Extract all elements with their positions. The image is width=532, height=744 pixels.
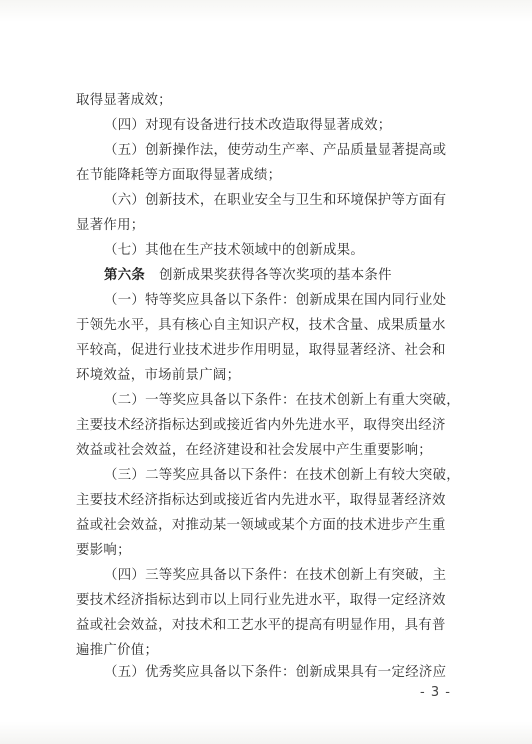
- text-line: 主要技术经济指标达到或接近省内先进水平，取得显著经济效: [76, 493, 446, 508]
- text-line: （五）创新操作法，使劳动生产率、产品质量显著提高或: [104, 143, 447, 158]
- text-line: 遍推广价值；: [76, 643, 159, 658]
- text-line: 主要技术经济指标达到或接近省内外先进水平，取得突出经济: [76, 418, 446, 433]
- text-line: （四）对现有设备进行技术改造取得显著成效；: [104, 118, 392, 133]
- article-heading-line: [104, 267, 392, 285]
- text-line: （七）其他在生产技术领域中的创新成果。: [104, 243, 365, 258]
- text-line: 益或社会效益，对推动某一领域或某个方面的技术进步产生重: [76, 518, 446, 533]
- text-line: （三）二等奖应具备以下条件：在技术创新上有较大突破，: [104, 468, 460, 483]
- text-line: 益或社会效益，对技术和工艺水平的提高有明显作用，具有普: [76, 618, 446, 633]
- text-line: 环境效益，市场前景广阔；: [76, 368, 241, 383]
- article-number: 第六条: [104, 268, 146, 283]
- text-line: 显著作用；: [76, 218, 145, 233]
- text-line: （六）创新技术，在职业安全与卫生和环境保护等方面有: [104, 193, 447, 208]
- text-line: （一）特等奖应具备以下条件：创新成果在国内同行业处: [104, 293, 447, 308]
- text-line: 要影响；: [76, 543, 131, 558]
- text-line: 平较高，促进行业技术进步作用明显，取得显著经济、社会和: [76, 343, 446, 358]
- text-line: 要技术经济指标达到市以上同行业先进水平，取得一定经济效: [76, 593, 446, 608]
- page-number: - 3 -: [420, 685, 451, 700]
- text-line: （五）优秀奖应具备以下条件：创新成果具有一定经济应: [104, 665, 447, 680]
- text-line: 于领先水平，具有核心自主知识产权，技术含量、成果质量水: [76, 318, 446, 333]
- text-line: 在节能降耗等方面取得显著成绩；: [76, 168, 282, 183]
- text-line: （四）三等奖应具备以下条件：在技术创新上有突破，主: [104, 568, 447, 583]
- text-line: 取得显著成效；: [76, 93, 172, 108]
- text-line: 效益或社会效益，在经济建设和社会发展中产生重要影响；: [76, 443, 432, 458]
- text-line: （二）一等奖应具备以下条件：在技术创新上有重大突破，: [104, 393, 460, 408]
- article-title: 创新成果奖获得各等次奖项的基本条件: [159, 268, 392, 283]
